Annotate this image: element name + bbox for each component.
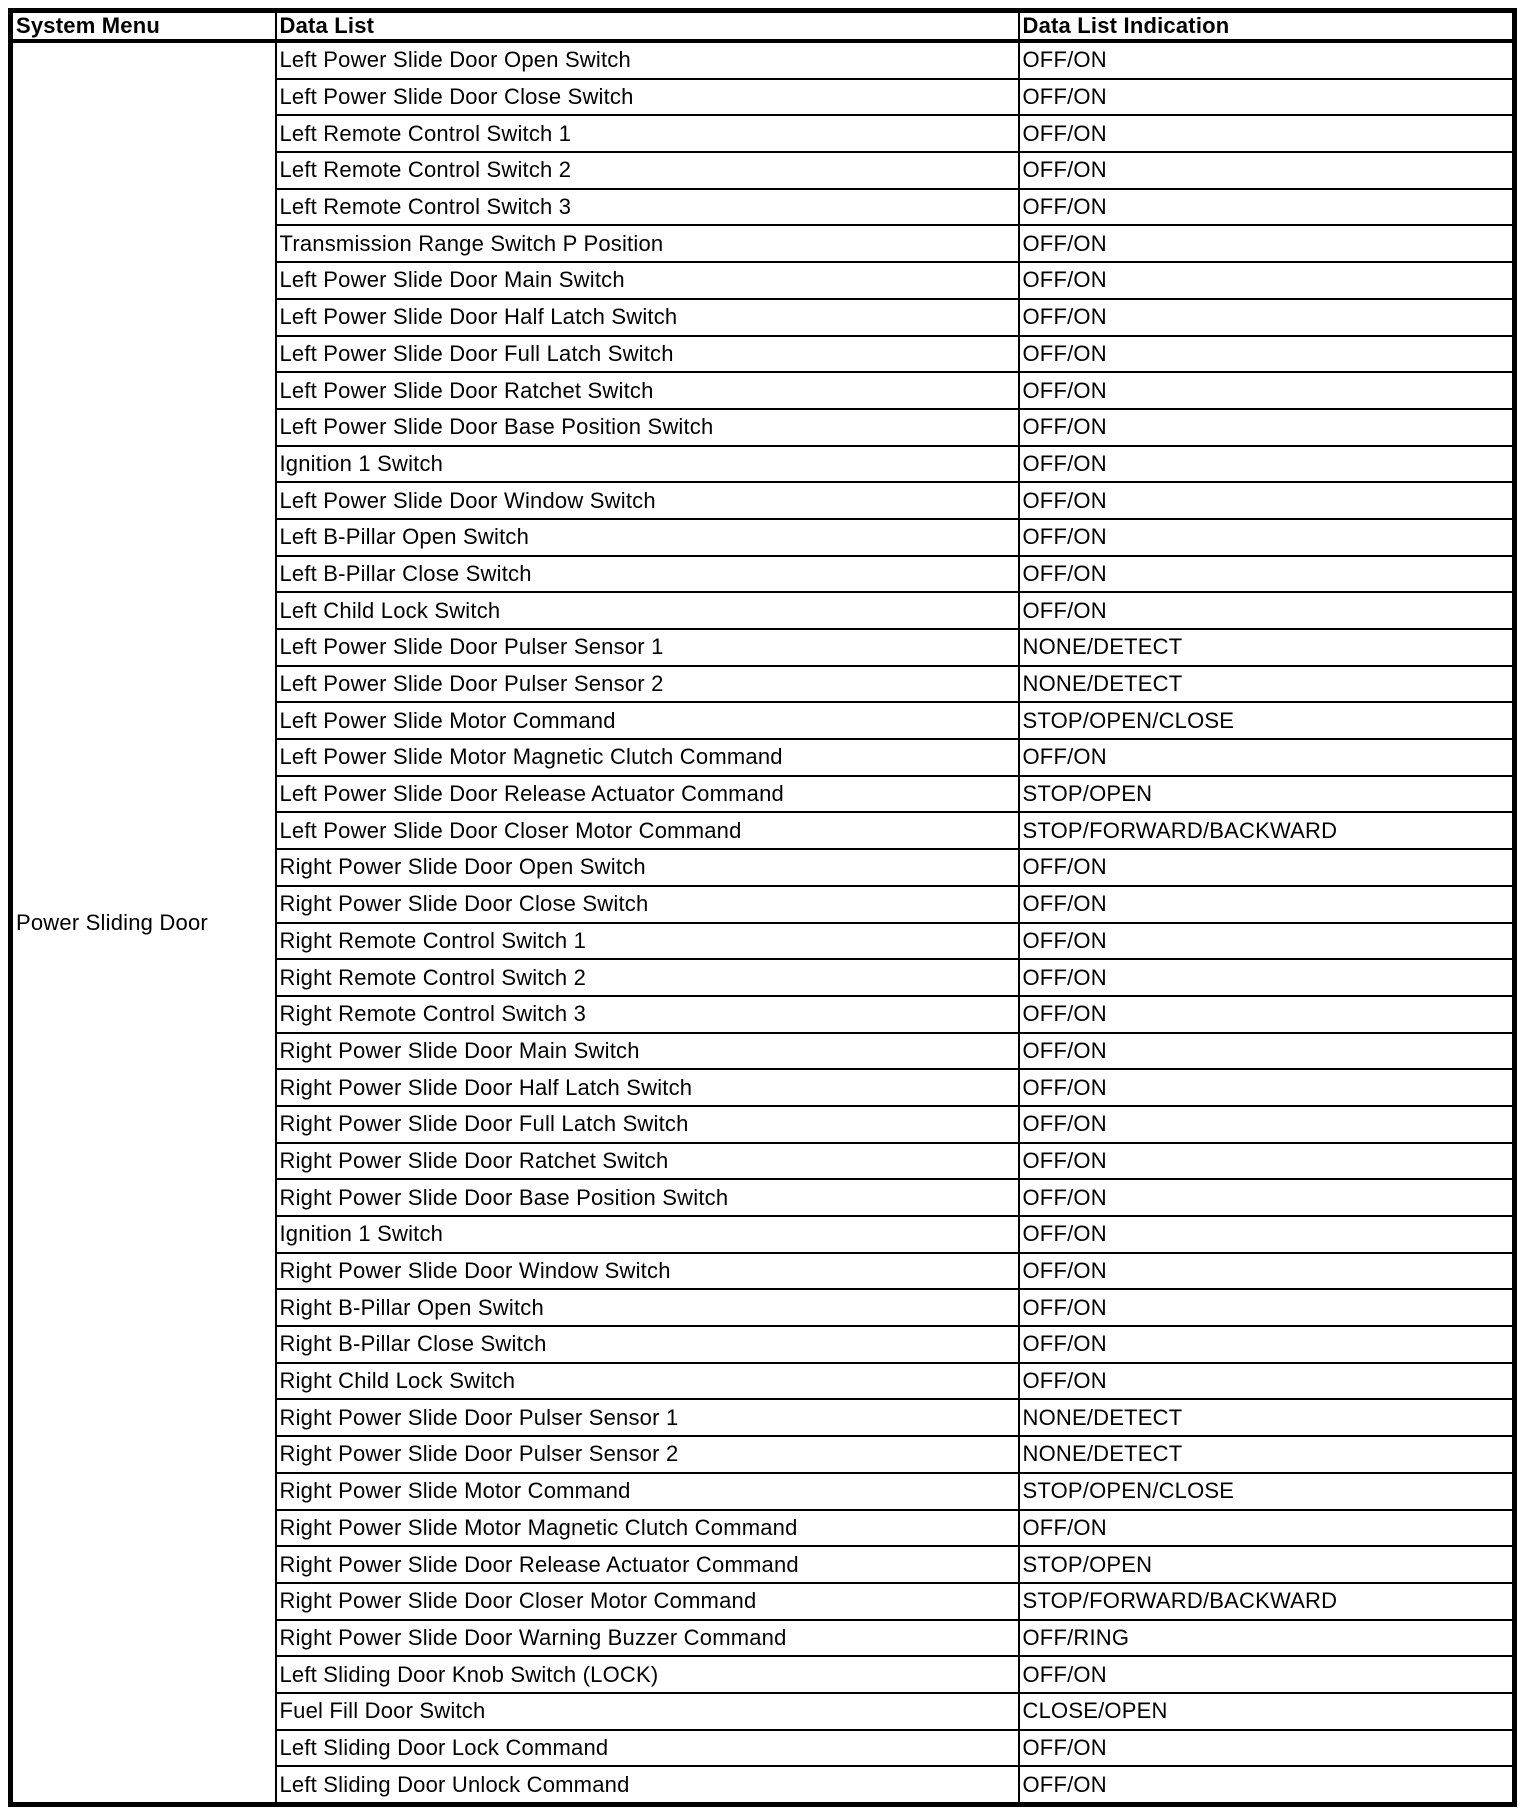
indication-cell: STOP/OPEN/CLOSE (1019, 702, 1515, 739)
data-list-cell: Transmission Range Switch P Position (276, 225, 1019, 262)
indication-cell: STOP/OPEN (1019, 1546, 1515, 1583)
indication-cell: OFF/ON (1019, 1289, 1515, 1326)
data-list-cell: Left Power Slide Motor Command (276, 702, 1019, 739)
indication-cell: NONE/DETECT (1019, 629, 1515, 666)
indication-cell: OFF/ON (1019, 923, 1515, 960)
data-list-cell: Right Power Slide Door Half Latch Switch (276, 1069, 1019, 1106)
indication-cell: OFF/ON (1019, 886, 1515, 923)
data-list-cell: Left Power Slide Door Base Position Switch (276, 409, 1019, 446)
data-list-cell: Left Power Slide Door Pulser Sensor 2 (276, 666, 1019, 703)
data-list-cell: Left Power Slide Door Main Switch (276, 262, 1019, 299)
data-list-cell: Right Power Slide Door Closer Motor Command (276, 1583, 1019, 1620)
header-data-list: Data List (276, 11, 1019, 42)
indication-cell: OFF/ON (1019, 336, 1515, 373)
data-list-cell: Right B-Pillar Open Switch (276, 1289, 1019, 1326)
indication-cell: OFF/ON (1019, 482, 1515, 519)
data-list-cell: Left Remote Control Switch 3 (276, 189, 1019, 226)
indication-cell: OFF/ON (1019, 262, 1515, 299)
indication-cell: STOP/FORWARD/BACKWARD (1019, 812, 1515, 849)
indication-cell: OFF/ON (1019, 79, 1515, 116)
data-list-cell: Left Power Slide Door Window Switch (276, 482, 1019, 519)
data-list-cell: Right Power Slide Door Base Position Switch (276, 1179, 1019, 1216)
data-list-cell: Left Power Slide Door Pulser Sensor 1 (276, 629, 1019, 666)
data-list-cell: Right Remote Control Switch 3 (276, 996, 1019, 1033)
indication-cell: OFF/ON (1019, 592, 1515, 629)
data-list-cell: Left Sliding Door Knob Switch (LOCK) (276, 1656, 1019, 1693)
data-list-cell: Left Remote Control Switch 1 (276, 115, 1019, 152)
data-list-cell: Right Power Slide Door Pulser Sensor 1 (276, 1399, 1019, 1436)
table-body (11, 41, 1515, 1805)
data-list-cell: Right Power Slide Door Open Switch (276, 849, 1019, 886)
data-list-cell: Left Power Slide Door Closer Motor Command (276, 812, 1019, 849)
indication-cell: OFF/ON (1019, 152, 1515, 189)
indication-cell: OFF/ON (1019, 1143, 1515, 1180)
data-list-cell: Left Sliding Door Unlock Command (276, 1766, 1019, 1804)
table-row (11, 41, 1515, 79)
data-list-cell: Right B-Pillar Close Switch (276, 1326, 1019, 1363)
indication-cell: OFF/ON (1019, 1730, 1515, 1767)
data-list-cell: Left Power Slide Door Half Latch Switch (276, 299, 1019, 336)
indication-cell: OFF/ON (1019, 1656, 1515, 1693)
data-list-cell: Left Power Slide Door Full Latch Switch (276, 336, 1019, 373)
data-list-cell: Right Power Slide Door Window Switch (276, 1253, 1019, 1290)
data-list-cell: Left Child Lock Switch (276, 592, 1019, 629)
indication-cell: CLOSE/OPEN (1019, 1693, 1515, 1730)
data-list-cell: Left Power Slide Door Open Switch (276, 41, 1019, 79)
indication-cell: OFF/ON (1019, 739, 1515, 776)
indication-cell: OFF/ON (1019, 519, 1515, 556)
header-data-list-indication: Data List Indication (1019, 11, 1515, 42)
indication-cell: NONE/DETECT (1019, 1436, 1515, 1473)
indication-cell: OFF/ON (1019, 41, 1515, 79)
indication-cell: OFF/ON (1019, 1106, 1515, 1143)
indication-cell: STOP/OPEN/CLOSE (1019, 1473, 1515, 1510)
data-list-cell: Left Sliding Door Lock Command (276, 1730, 1019, 1767)
data-list-cell: Left Power Slide Door Ratchet Switch (276, 372, 1019, 409)
data-list-cell: Left Power Slide Door Release Actuator Command (276, 776, 1019, 813)
indication-cell: OFF/ON (1019, 1033, 1515, 1070)
indication-cell: OFF/ON (1019, 1216, 1515, 1253)
data-list-cell: Right Power Slide Motor Command (276, 1473, 1019, 1510)
data-list-cell: Left B-Pillar Close Switch (276, 556, 1019, 593)
data-list-cell: Right Remote Control Switch 1 (276, 923, 1019, 960)
data-list-cell: Fuel Fill Door Switch (276, 1693, 1019, 1730)
indication-cell: OFF/ON (1019, 299, 1515, 336)
indication-cell: OFF/ON (1019, 556, 1515, 593)
data-list-cell: Left Remote Control Switch 2 (276, 152, 1019, 189)
data-list-cell: Right Power Slide Door Pulser Sensor 2 (276, 1436, 1019, 1473)
indication-cell: NONE/DETECT (1019, 1399, 1515, 1436)
indication-cell: OFF/ON (1019, 372, 1515, 409)
indication-cell: OFF/ON (1019, 959, 1515, 996)
data-list-cell: Right Child Lock Switch (276, 1363, 1019, 1400)
indication-cell: OFF/ON (1019, 1510, 1515, 1547)
indication-cell: OFF/ON (1019, 1326, 1515, 1363)
table-header (11, 11, 1515, 42)
header-row (11, 11, 1515, 42)
data-list-cell: Left Power Slide Motor Magnetic Clutch Command (276, 739, 1019, 776)
indication-cell: OFF/ON (1019, 849, 1515, 886)
indication-cell: OFF/ON (1019, 446, 1515, 483)
data-list-table (8, 8, 1517, 1807)
indication-cell: OFF/ON (1019, 996, 1515, 1033)
data-list-cell: Right Power Slide Door Warning Buzzer Command (276, 1620, 1019, 1657)
indication-cell: OFF/ON (1019, 189, 1515, 226)
indication-cell: OFF/ON (1019, 225, 1515, 262)
data-list-cell: Right Power Slide Door Main Switch (276, 1033, 1019, 1070)
indication-cell: OFF/ON (1019, 409, 1515, 446)
indication-cell: NONE/DETECT (1019, 666, 1515, 703)
data-list-cell: Ignition 1 Switch (276, 1216, 1019, 1253)
indication-cell: OFF/ON (1019, 1766, 1515, 1804)
indication-cell: STOP/FORWARD/BACKWARD (1019, 1583, 1515, 1620)
data-list-cell: Right Power Slide Door Full Latch Switch (276, 1106, 1019, 1143)
system-menu-cell: Power Sliding Door (11, 41, 276, 1805)
indication-cell: OFF/ON (1019, 1179, 1515, 1216)
data-list-cell: Left Power Slide Door Close Switch (276, 79, 1019, 116)
data-list-cell: Right Power Slide Motor Magnetic Clutch Command (276, 1510, 1019, 1547)
indication-cell: OFF/ON (1019, 1069, 1515, 1106)
data-list-cell: Left B-Pillar Open Switch (276, 519, 1019, 556)
data-list-cell: Right Power Slide Door Close Switch (276, 886, 1019, 923)
indication-cell: OFF/ON (1019, 1363, 1515, 1400)
indication-cell: OFF/ON (1019, 115, 1515, 152)
indication-cell: OFF/RING (1019, 1620, 1515, 1657)
data-list-cell: Ignition 1 Switch (276, 446, 1019, 483)
data-list-cell: Right Power Slide Door Ratchet Switch (276, 1143, 1019, 1180)
data-list-cell: Right Power Slide Door Release Actuator Command (276, 1546, 1019, 1583)
header-system-menu: System Menu (11, 11, 276, 42)
data-list-cell: Right Remote Control Switch 2 (276, 959, 1019, 996)
indication-cell: OFF/ON (1019, 1253, 1515, 1290)
indication-cell: STOP/OPEN (1019, 776, 1515, 813)
